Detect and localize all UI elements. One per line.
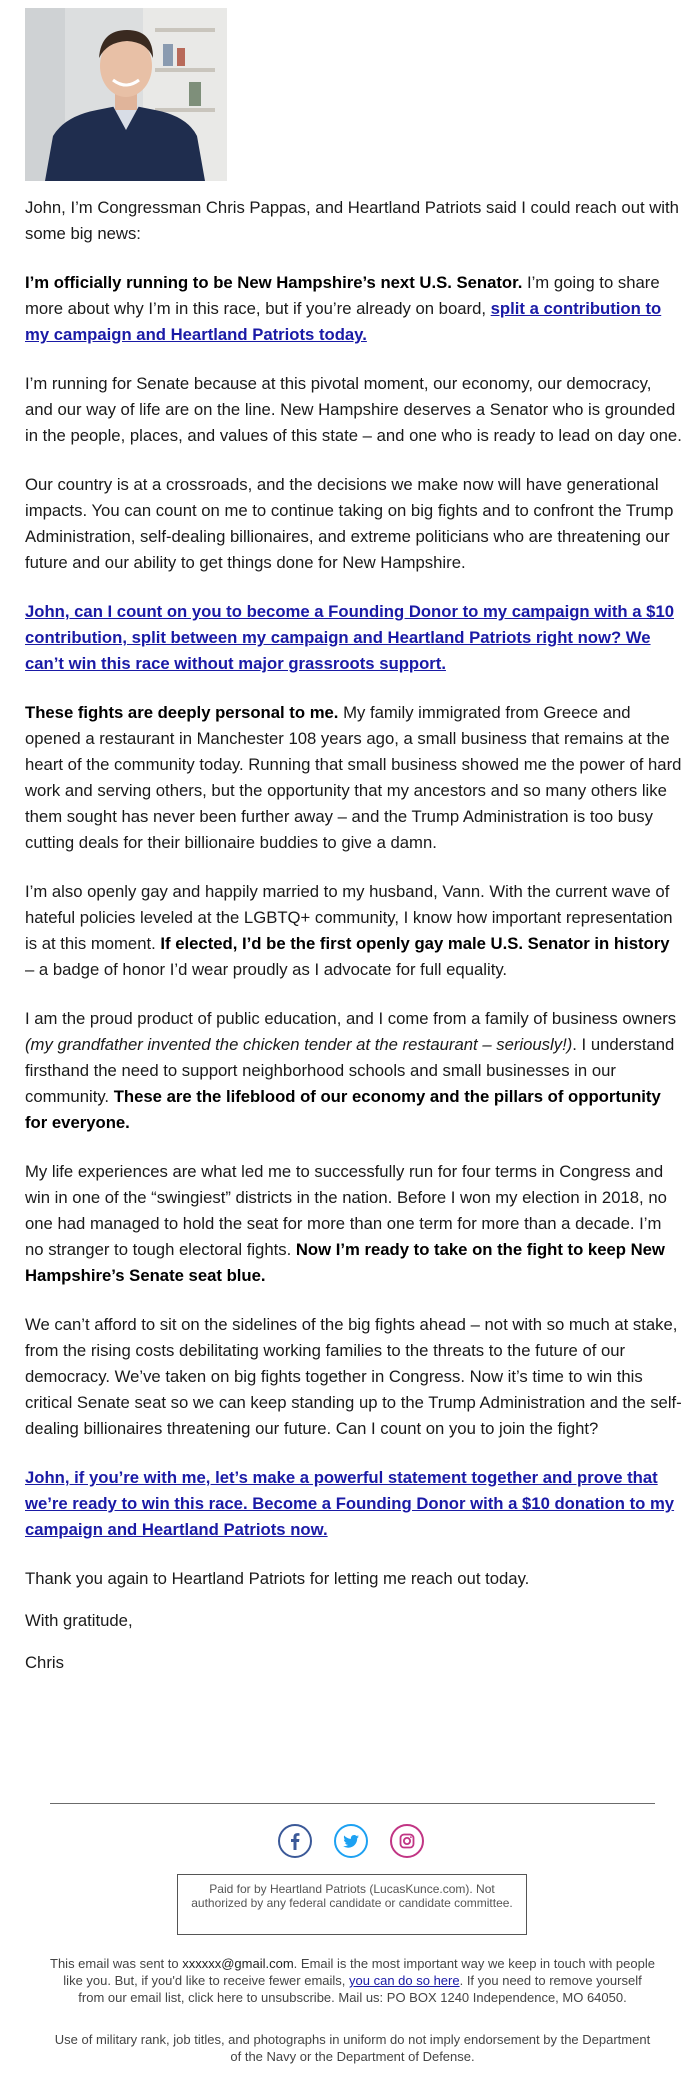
announcement-bold: I’m officially running to be New Hampshire’s next U.S. Senator. bbox=[25, 273, 523, 292]
why-running-paragraph: I’m running for Senate because at this pivotal moment, our economy, our democracy, and our way of life are on the line. New Hampshire deserves a Senator who is grounded in the people, places, and values of this state – and one who is ready to lead on day one. bbox=[25, 374, 682, 445]
founding-donor-paragraph bbox=[25, 599, 683, 677]
announcement-text: I’m going to share more about why I’m in this race, but if you’re already on board, bbox=[25, 273, 660, 318]
equality-tail: – a badge of honor I’d wear proudly as I advocate for full equality. bbox=[25, 960, 508, 979]
founding-donor-link[interactable]: John, can I count on you to become a Founding Donor to my campaign with a $10 contribution, split between my campaign and Heartland Patriots right now? We can’t win this race without major grassroots support. bbox=[25, 602, 675, 673]
equality-text: I’m also openly gay and happily married to my husband, Vann. With the current wave of hateful policies leveled at the LGBTQ+ community, I know how important representation is at this moment. bbox=[25, 882, 673, 953]
closing-line: With gratitude, bbox=[25, 1611, 133, 1630]
family-text: My family immigrated from Greece and opened a restaurant in Manchester 108 years ago, a small business that remains at the heart of the community today. Running that small business showed me the power of hard work and serving others, but the opportunity that my ancestors and so many others like them sought has never been further away – and the Trump Administration is too busy cutting deals for their billionaire buddies to give a damn. bbox=[25, 703, 682, 852]
announcement-paragraph bbox=[25, 270, 683, 348]
equality-bold: If elected, I’d be the first openly gay male U.S. Senator in history bbox=[160, 934, 670, 953]
facebook-icon[interactable] bbox=[278, 1824, 312, 1858]
split-contribution-link[interactable]: split a contribution to my campaign and Heartland Patriots today. bbox=[25, 299, 662, 344]
military-disclaimer: Use of military rank, job titles, and photographs in uniform do not imply endorsement by the Department of the Navy or the Department of Defense. bbox=[54, 2032, 651, 2064]
unsubscribe-text: . If you need to remove yourself from our email list, click here to unsubscribe. Mail us: PO BOX 1240 Independence, MO 64050. bbox=[78, 1973, 642, 2005]
thanks-paragraph: Thank you again to Heartland Patriots for letting me reach out today. bbox=[25, 1569, 530, 1588]
candidate-photo bbox=[25, 8, 227, 181]
sent-to-prefix: This email was sent to bbox=[50, 1956, 183, 1971]
powerful-statement-paragraph bbox=[25, 1465, 683, 1543]
email-body bbox=[25, 195, 683, 1699]
education-bold: These are the lifeblood of our economy and the pillars of opportunity for everyone. bbox=[25, 1087, 661, 1132]
education-text-2: . I understand firsthand the need to support neighborhood schools and small businesses in our community. bbox=[25, 1035, 675, 1106]
experience-text: My life experiences are what led me to successfully run for four terms in Congress and win in one of the “swingiest” districts in the nation. Before I won my election in 2018, no one had managed to hold the seat for more than one term for more than a decade. I’m no stranger to tough electoral fights. bbox=[25, 1162, 667, 1259]
experience-bold: Now I’m ready to take on the fight to keep New Hampshire’s Senate seat blue. bbox=[25, 1240, 665, 1285]
fewer-emails-link[interactable]: you can do so here bbox=[349, 1973, 460, 1988]
family-paragraph bbox=[25, 700, 683, 856]
family-bold: These fights are deeply personal to me. bbox=[25, 703, 339, 722]
experience-paragraph bbox=[25, 1159, 683, 1289]
instagram-icon[interactable] bbox=[390, 1824, 424, 1858]
footer-divider bbox=[50, 1803, 655, 1804]
twitter-icon[interactable] bbox=[334, 1824, 368, 1858]
sidelines-paragraph: We can’t afford to sit on the sidelines of the big fights ahead – not with so much at stake, from the rising costs debilitating working families to the threats to the future of our democracy. We’ve taken on big fights together in Congress. Now it’s time to win this critical Senate seat so we can keep standing up to the Trump Administration and the self-dealing billionaires threatening our future. Can I count on you to join the fight? bbox=[25, 1315, 682, 1438]
education-text: I am the proud product of public education, and I come from a family of business owners bbox=[25, 1009, 677, 1028]
crossroads-paragraph: Our country is at a crossroads, and the decisions we make now will have generational impacts. You can count on me to continue taking on big fights and to confront the Trump Administration, self-dealing billionaires, and extreme politicians who are threatening our future and our ability to get things done for New Hampshire. bbox=[25, 475, 674, 572]
sent-to-text: . Email is the most important way we keep in touch with people like you. But, if you'd like to receive fewer emails, bbox=[63, 1956, 655, 1988]
recipient-email: xxxxxx@gmail.com bbox=[182, 1956, 294, 1971]
paid-for-disclaimer: Paid for by Heartland Patriots (LucasKunce.com). Not authorized by any federal candidate or candidate committee. bbox=[177, 1874, 527, 1935]
become-founding-donor-link[interactable]: John, if you’re with me, let’s make a powerful statement together and prove that we’re ready to win this race. Become a Founding Donor with a $10 donation to my campaign and Heartland Patriots now. bbox=[25, 1468, 675, 1539]
email-notice bbox=[50, 1955, 655, 2006]
equality-paragraph bbox=[25, 879, 683, 983]
education-italic: (my grandfather invented the chicken tender at the restaurant – seriously!) bbox=[25, 1035, 573, 1054]
signature: Chris bbox=[25, 1653, 64, 1672]
education-paragraph bbox=[25, 1006, 683, 1136]
greeting-paragraph: John, I’m Congressman Chris Pappas, and Heartland Patriots said I could reach out with some big news: bbox=[25, 198, 679, 243]
